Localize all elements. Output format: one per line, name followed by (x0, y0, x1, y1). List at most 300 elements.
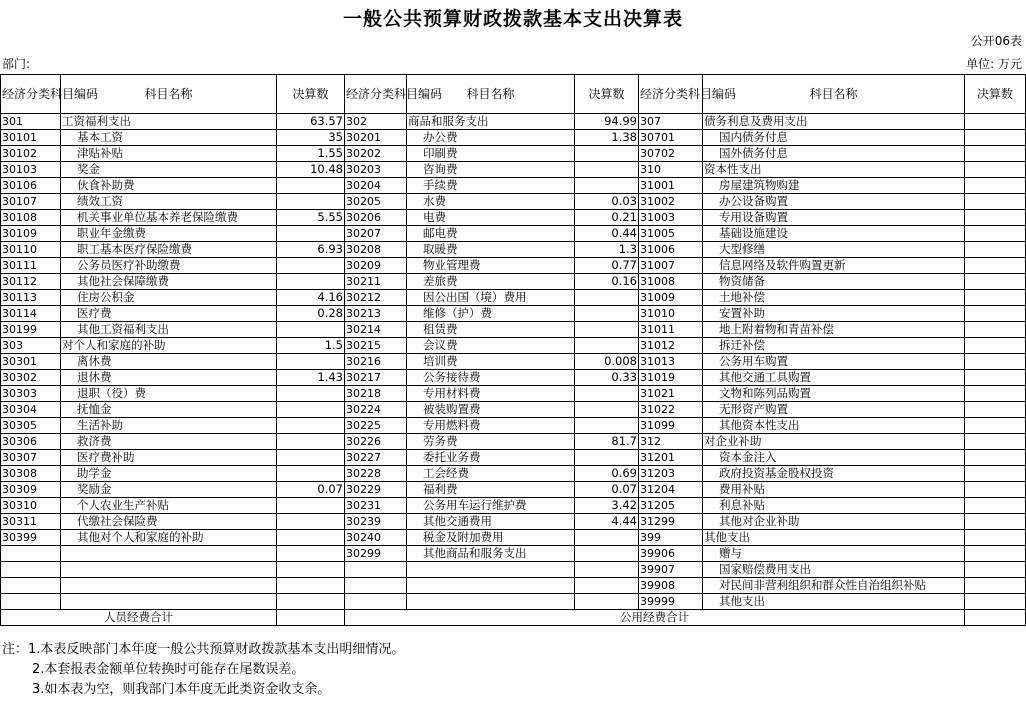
col1-code-cell: 30111 (1, 258, 61, 274)
col1-name-cell: 其他工资福利支出 (61, 322, 277, 338)
col2-name-header: 科目名称 (407, 75, 575, 114)
col3-name-cell: 债务利息及费用支出 (703, 114, 965, 130)
col1-code-cell: 303 (1, 338, 61, 354)
col1-name-cell: 津贴补贴 (61, 146, 277, 162)
col3-amount-cell (965, 194, 1026, 210)
col1-amount-cell: 1.5 (277, 338, 345, 354)
col3-name-cell: 资本性支出 (703, 162, 965, 178)
col1-code-cell (1, 546, 61, 562)
col1-name-cell: 代缴社会保险费 (61, 514, 277, 530)
col3-amount-cell (965, 130, 1026, 146)
col1-amount-cell: 63.57 (277, 114, 345, 130)
col1-amount-cell: 0.07 (277, 482, 345, 498)
col1-code-cell: 30113 (1, 290, 61, 306)
col1-name-cell: 公务员医疗补助缴费 (61, 258, 277, 274)
col1-amount-cell (277, 178, 345, 194)
col1-code-cell (1, 562, 61, 578)
col2-amount-cell: 0.07 (575, 482, 639, 498)
col3-name-cell: 对企业补助 (703, 434, 965, 450)
col1-name-cell: 绩效工资 (61, 194, 277, 210)
col1-code-cell: 30101 (1, 130, 61, 146)
col1-code-cell: 30308 (1, 466, 61, 482)
col1-amount-cell: 4.16 (277, 290, 345, 306)
col3-amount-cell (965, 338, 1026, 354)
col1-amount-cell: 35 (277, 130, 345, 146)
col3-code-cell: 31201 (639, 450, 703, 466)
col3-name-cell: 国内债务付息 (703, 130, 965, 146)
col2-name-cell: 办公费 (407, 130, 575, 146)
col3-code-cell: 39908 (639, 578, 703, 594)
personnel-total-value (277, 610, 345, 626)
col2-amount-header: 决算数 (575, 75, 639, 114)
col3-amount-cell (965, 242, 1026, 258)
col3-name-cell: 国外债务付息 (703, 146, 965, 162)
col2-code-cell: 30224 (345, 402, 407, 418)
col2-amount-cell: 0.44 (575, 226, 639, 242)
col1-amount-cell: 10.48 (277, 162, 345, 178)
col1-code-cell: 30309 (1, 482, 61, 498)
col3-name-cell: 国家赔偿费用支出 (703, 562, 965, 578)
col1-name-cell (61, 546, 277, 562)
col1-amount-cell: 5.55 (277, 210, 345, 226)
col3-amount-cell (965, 498, 1026, 514)
col2-name-cell: 被装购置费 (407, 402, 575, 418)
table-row (1, 386, 1026, 402)
col2-code-cell: 30218 (345, 386, 407, 402)
col3-name-cell: 文物和陈列品购置 (703, 386, 965, 402)
col2-amount-cell: 0.008 (575, 354, 639, 370)
col1-code-cell: 30311 (1, 514, 61, 530)
table-row (1, 498, 1026, 514)
col1-code-cell: 30109 (1, 226, 61, 242)
col2-amount-cell (575, 562, 639, 578)
col1-amount-cell (277, 354, 345, 370)
col3-name-cell: 赠与 (703, 546, 965, 562)
col3-code-cell: 31006 (639, 242, 703, 258)
col2-amount-cell (575, 530, 639, 546)
public-total-value (965, 610, 1026, 626)
col1-code-cell: 301 (1, 114, 61, 130)
col1-name-cell: 住房公积金 (61, 290, 277, 306)
col3-name-cell: 资本金注入 (703, 450, 965, 466)
col2-code-cell: 30225 (345, 418, 407, 434)
col3-code-cell: 31009 (639, 290, 703, 306)
col2-name-cell: 公务接待费 (407, 370, 575, 386)
col3-name-cell: 物资储备 (703, 274, 965, 290)
col3-amount-cell (965, 482, 1026, 498)
col2-amount-cell (575, 146, 639, 162)
table-row (1, 338, 1026, 354)
col2-amount-cell: 1.38 (575, 130, 639, 146)
col3-amount-cell (965, 402, 1026, 418)
col2-amount-cell (575, 450, 639, 466)
col2-amount-cell: 3.42 (575, 498, 639, 514)
table-row (1, 530, 1026, 546)
col1-code-cell: 30399 (1, 530, 61, 546)
table-row (1, 210, 1026, 226)
col1-amount-cell: 1.43 (277, 370, 345, 386)
col1-name-cell: 奖金 (61, 162, 277, 178)
col1-name-cell: 其他对个人和家庭的补助 (61, 530, 277, 546)
form-code: 公开06表 (970, 34, 1022, 48)
col2-code-cell (345, 594, 407, 610)
col1-amount-cell (277, 322, 345, 338)
col3-amount-cell (965, 114, 1026, 130)
col3-amount-header: 决算数 (965, 75, 1026, 114)
col3-name-cell: 利息补贴 (703, 498, 965, 514)
col1-code-cell: 30106 (1, 178, 61, 194)
col1-name-cell: 奖励金 (61, 482, 277, 498)
col3-amount-cell (965, 386, 1026, 402)
col2-amount-cell (575, 546, 639, 562)
col2-name-cell: 物业管理费 (407, 258, 575, 274)
col2-code-cell: 30231 (345, 498, 407, 514)
col3-code-cell: 310 (639, 162, 703, 178)
col2-code-cell (345, 578, 407, 594)
col2-amount-cell: 0.69 (575, 466, 639, 482)
col1-name-cell (61, 578, 277, 594)
col1-code-cell: 30302 (1, 370, 61, 386)
table-row (1, 322, 1026, 338)
table-row (1, 466, 1026, 482)
col2-code-cell: 30217 (345, 370, 407, 386)
department-label: 部门: (2, 57, 31, 71)
col1-amount-cell (277, 418, 345, 434)
col2-amount-cell: 1.3 (575, 242, 639, 258)
col2-code-cell: 30201 (345, 130, 407, 146)
col1-amount-cell (277, 594, 345, 610)
col3-amount-cell (965, 274, 1026, 290)
table-row (1, 578, 1026, 594)
col3-code-cell: 31002 (639, 194, 703, 210)
col2-name-cell: 因公出国（境）费用 (407, 290, 575, 306)
col2-name-cell: 手续费 (407, 178, 575, 194)
col2-code-cell: 30299 (345, 546, 407, 562)
col3-amount-cell (965, 530, 1026, 546)
col2-amount-cell (575, 322, 639, 338)
col3-name-header: 科目名称 (703, 75, 965, 114)
col1-code-header: 经济分类科目编码 (1, 75, 61, 114)
col1-amount-cell (277, 514, 345, 530)
note-3: 3.如本表为空，则我部门本年度无此类资金收支余。 (32, 682, 331, 697)
col3-code-header: 经济分类科目编码 (639, 75, 703, 114)
col1-amount-cell (277, 562, 345, 578)
col2-name-cell: 其他商品和服务支出 (407, 546, 575, 562)
col3-code-cell: 31021 (639, 386, 703, 402)
table-row (1, 274, 1026, 290)
col1-code-cell: 30112 (1, 274, 61, 290)
table-row (1, 482, 1026, 498)
col1-amount-cell (277, 498, 345, 514)
col1-code-cell: 30310 (1, 498, 61, 514)
col2-code-cell: 30228 (345, 466, 407, 482)
col2-name-cell: 维修（护）费 (407, 306, 575, 322)
col1-code-cell: 30199 (1, 322, 61, 338)
table-row (1, 562, 1026, 578)
col3-code-cell: 39907 (639, 562, 703, 578)
table-row (1, 546, 1026, 562)
col2-amount-cell (575, 386, 639, 402)
col2-amount-cell: 0.77 (575, 258, 639, 274)
col3-name-cell: 拆迁补偿 (703, 338, 965, 354)
col2-code-cell: 302 (345, 114, 407, 130)
col1-code-cell (1, 578, 61, 594)
col2-amount-cell (575, 338, 639, 354)
col2-amount-cell (575, 178, 639, 194)
col2-amount-cell (575, 306, 639, 322)
col3-amount-cell (965, 306, 1026, 322)
col2-code-cell: 30213 (345, 306, 407, 322)
col3-name-cell: 其他支出 (703, 594, 965, 610)
col2-name-cell: 公务用车运行维护费 (407, 498, 575, 514)
col3-code-cell: 39906 (639, 546, 703, 562)
col1-name-cell: 医疗费 (61, 306, 277, 322)
col2-name-cell: 工会经费 (407, 466, 575, 482)
col2-amount-cell: 0.16 (575, 274, 639, 290)
note-1: 注：1.本表反映部门本年度一般公共预算财政拨款基本支出明细情况。 (2, 642, 405, 657)
col3-code-cell: 31012 (639, 338, 703, 354)
col2-amount-cell (575, 290, 639, 306)
table-row (1, 306, 1026, 322)
col1-name-cell: 机关事业单位基本养老保险缴费 (61, 210, 277, 226)
col3-amount-cell (965, 514, 1026, 530)
col2-name-cell (407, 594, 575, 610)
col1-amount-cell (277, 386, 345, 402)
col2-name-cell: 取暖费 (407, 242, 575, 258)
col2-code-cell: 30206 (345, 210, 407, 226)
col3-amount-cell (965, 178, 1026, 194)
col2-code-cell: 30215 (345, 338, 407, 354)
col3-name-cell: 大型修缮 (703, 242, 965, 258)
col1-code-cell: 30110 (1, 242, 61, 258)
col3-amount-cell (965, 146, 1026, 162)
col3-name-cell: 专用设备购置 (703, 210, 965, 226)
col1-amount-cell (277, 434, 345, 450)
col1-code-cell: 30301 (1, 354, 61, 370)
col3-code-cell: 31001 (639, 178, 703, 194)
col2-name-cell: 委托业务费 (407, 450, 575, 466)
col3-name-cell: 费用补贴 (703, 482, 965, 498)
col3-name-cell: 其他对企业补助 (703, 514, 965, 530)
col1-name-cell: 退职（役）费 (61, 386, 277, 402)
col1-name-cell: 个人农业生产补贴 (61, 498, 277, 514)
col1-name-cell: 救济费 (61, 434, 277, 450)
col2-name-cell: 福利费 (407, 482, 575, 498)
unit-label: 单位: 万元 (966, 57, 1022, 71)
col3-code-cell: 31005 (639, 226, 703, 242)
col1-code-cell: 30114 (1, 306, 61, 322)
col3-code-cell: 399 (639, 530, 703, 546)
col3-amount-cell (965, 258, 1026, 274)
col2-amount-cell (575, 594, 639, 610)
col1-amount-cell (277, 450, 345, 466)
col2-code-cell: 30203 (345, 162, 407, 178)
table-row (1, 162, 1026, 178)
col2-amount-cell: 0.33 (575, 370, 639, 386)
col1-name-cell: 工资福利支出 (61, 114, 277, 130)
table-row (1, 354, 1026, 370)
col3-amount-cell (965, 322, 1026, 338)
col3-name-cell: 基础设施建设 (703, 226, 965, 242)
col3-code-cell: 31010 (639, 306, 703, 322)
col3-code-cell: 30701 (639, 130, 703, 146)
col2-name-cell: 邮电费 (407, 226, 575, 242)
col1-name-cell: 生活补助 (61, 418, 277, 434)
table-row (1, 514, 1026, 530)
col1-name-cell: 职工基本医疗保险缴费 (61, 242, 277, 258)
col2-code-cell: 30239 (345, 514, 407, 530)
col3-amount-cell (965, 450, 1026, 466)
col3-amount-cell (965, 594, 1026, 610)
col1-name-cell: 基本工资 (61, 130, 277, 146)
col1-amount-header: 决算数 (277, 75, 345, 114)
notes (2, 640, 404, 700)
col1-amount-cell (277, 274, 345, 290)
col1-name-cell: 助学金 (61, 466, 277, 482)
col1-name-cell: 抚恤金 (61, 402, 277, 418)
col2-name-cell: 水费 (407, 194, 575, 210)
col2-code-cell: 30227 (345, 450, 407, 466)
col1-name-cell: 职业年金缴费 (61, 226, 277, 242)
col3-amount-cell (965, 562, 1026, 578)
page-title: 一般公共预算财政拨款基本支出决算表 (342, 8, 683, 30)
col3-name-cell: 安置补助 (703, 306, 965, 322)
col3-code-cell: 31099 (639, 418, 703, 434)
col1-code-cell: 30107 (1, 194, 61, 210)
col1-name-cell: 其他社会保障缴费 (61, 274, 277, 290)
table-row (1, 114, 1026, 130)
col1-amount-cell (277, 258, 345, 274)
col2-code-cell: 30211 (345, 274, 407, 290)
col2-name-cell (407, 562, 575, 578)
col1-name-cell: 医疗费补助 (61, 450, 277, 466)
col2-name-cell: 劳务费 (407, 434, 575, 450)
col2-amount-cell (575, 418, 639, 434)
col2-code-cell: 30240 (345, 530, 407, 546)
col1-amount-cell (277, 194, 345, 210)
table-row (1, 434, 1026, 450)
col1-amount-cell: 1.55 (277, 146, 345, 162)
table-row (1, 594, 1026, 610)
col3-code-cell: 31008 (639, 274, 703, 290)
col2-name-cell: 咨询费 (407, 162, 575, 178)
col1-code-cell: 30102 (1, 146, 61, 162)
expenditure-table (0, 74, 1026, 626)
col1-code-cell: 30303 (1, 386, 61, 402)
col2-amount-cell: 81.7 (575, 434, 639, 450)
col2-name-cell: 专用材料费 (407, 386, 575, 402)
col3-name-cell: 办公设备购置 (703, 194, 965, 210)
col3-name-cell: 房屋建筑物购建 (703, 178, 965, 194)
table-row (1, 450, 1026, 466)
personnel-total-label: 人员经费合计 (1, 610, 277, 626)
col3-name-cell: 对民间非营利组织和群众性自治组织补贴 (703, 578, 965, 594)
col2-code-cell: 30229 (345, 482, 407, 498)
col3-amount-cell (965, 354, 1026, 370)
col2-amount-cell: 0.21 (575, 210, 639, 226)
col1-code-cell: 30305 (1, 418, 61, 434)
col2-name-cell: 会议费 (407, 338, 575, 354)
public-total-label: 公用经费合计 (345, 610, 965, 626)
col2-name-cell: 专用燃料费 (407, 418, 575, 434)
col1-amount-cell (277, 530, 345, 546)
col3-amount-cell (965, 226, 1026, 242)
totals-row (1, 610, 1026, 626)
col3-amount-cell (965, 418, 1026, 434)
col3-name-cell: 其他交通工具购置 (703, 370, 965, 386)
col2-code-cell: 30204 (345, 178, 407, 194)
col2-code-cell: 30205 (345, 194, 407, 210)
col3-code-cell: 31019 (639, 370, 703, 386)
table-row (1, 402, 1026, 418)
col2-code-header: 经济分类科目编码 (345, 75, 407, 114)
col3-code-cell: 31011 (639, 322, 703, 338)
table-row (1, 130, 1026, 146)
col1-name-cell: 离休费 (61, 354, 277, 370)
col1-amount-cell: 6.93 (277, 242, 345, 258)
table-row (1, 226, 1026, 242)
col1-name-cell (61, 562, 277, 578)
col3-code-cell: 39999 (639, 594, 703, 610)
col1-code-cell: 30306 (1, 434, 61, 450)
col3-amount-cell (965, 578, 1026, 594)
col3-code-cell: 31204 (639, 482, 703, 498)
col3-code-cell: 307 (639, 114, 703, 130)
col2-amount-cell: 94.99 (575, 114, 639, 130)
table-row (1, 290, 1026, 306)
col2-name-cell: 培训费 (407, 354, 575, 370)
col1-amount-cell (277, 402, 345, 418)
col3-name-cell: 无形资产购置 (703, 402, 965, 418)
col3-amount-cell (965, 210, 1026, 226)
table-row (1, 242, 1026, 258)
col1-amount-cell (277, 226, 345, 242)
col2-name-cell: 其他交通费用 (407, 514, 575, 530)
col3-code-cell: 31013 (639, 354, 703, 370)
col2-code-cell: 30226 (345, 434, 407, 450)
col3-code-cell: 31022 (639, 402, 703, 418)
table-row (1, 146, 1026, 162)
col1-code-cell: 30304 (1, 402, 61, 418)
table-row (1, 178, 1026, 194)
col1-amount-cell (277, 466, 345, 482)
col3-name-cell: 地上附着物和青苗补偿 (703, 322, 965, 338)
col1-name-header: 科目名称 (61, 75, 277, 114)
col1-code-cell: 30108 (1, 210, 61, 226)
table-header-row (1, 75, 1026, 114)
col3-name-cell: 信息网络及软件购置更新 (703, 258, 965, 274)
col2-amount-cell: 0.03 (575, 194, 639, 210)
col1-amount-cell (277, 578, 345, 594)
col2-code-cell: 30207 (345, 226, 407, 242)
col2-name-cell: 商品和服务支出 (407, 114, 575, 130)
col1-name-cell (61, 594, 277, 610)
col3-amount-cell (965, 434, 1026, 450)
col2-code-cell: 30212 (345, 290, 407, 306)
col1-code-cell (1, 594, 61, 610)
col3-code-cell: 31203 (639, 466, 703, 482)
col3-name-cell: 其他资本性支出 (703, 418, 965, 434)
col3-amount-cell (965, 466, 1026, 482)
col2-amount-cell (575, 578, 639, 594)
col3-code-cell: 31299 (639, 514, 703, 530)
col1-name-cell: 对个人和家庭的补助 (61, 338, 277, 354)
table-row (1, 194, 1026, 210)
col2-amount-cell: 4.44 (575, 514, 639, 530)
col3-name-cell: 其他支出 (703, 530, 965, 546)
col2-code-cell: 30216 (345, 354, 407, 370)
col3-name-cell: 土地补偿 (703, 290, 965, 306)
